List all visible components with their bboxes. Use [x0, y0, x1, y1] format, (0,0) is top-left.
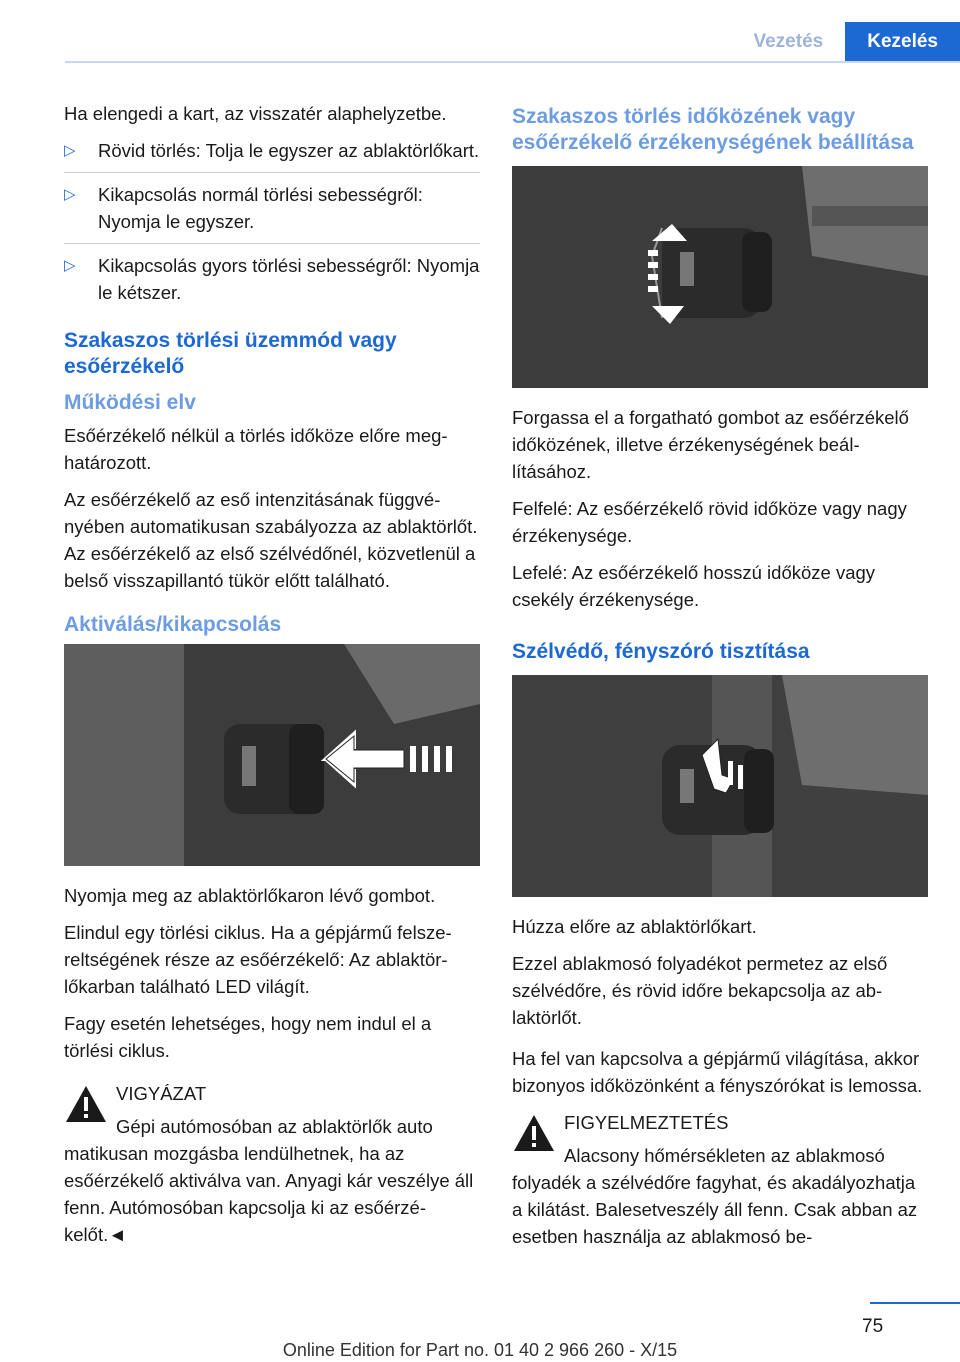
paragraph: Forgassa el a forgatható gombot az esőérzékelő időközének, illetve érzékenységének beállításához. — [512, 407, 909, 482]
list-item — [64, 181, 480, 244]
triangle-bullet-icon: ▷ — [64, 186, 76, 203]
footer-rule — [870, 1302, 960, 1304]
warning-title: VIGYÁZAT — [116, 1083, 207, 1104]
wiper-button-photo — [64, 644, 480, 866]
paragraph: Fagy esetén lehetséges, hogy nem indul el a törlési ciklus. — [64, 1013, 432, 1061]
paragraph: Húzza előre az ablaktörlőkart. — [512, 916, 757, 937]
paragraph: Nyomja meg az ablaktörlőkaron lévő gombot. — [64, 885, 436, 906]
section-heading-sensitivity: Szakaszos törlés időközének vagy esőérzékelő érzékenységének beállítása — [512, 105, 914, 154]
list-item-text: Kikapcsolás normál törlési sebességről: Nyomja le egyszer. — [98, 184, 423, 232]
footer-edition: Online Edition for Part no. 01 40 2 966 260 - X/15 — [282, 1340, 678, 1360]
warning-icon — [64, 1084, 108, 1124]
section-heading-interval: Szakaszos törlési üzemmód vagy esőérzékelő — [64, 329, 397, 378]
paragraph: Esőérzékelő nélkül a törlés időköze előre meghatározott. — [64, 425, 448, 473]
chapter-tabs — [731, 22, 960, 62]
warning-box — [512, 1109, 928, 1250]
header-rule — [65, 61, 960, 63]
triangle-bullet-icon: ▷ — [64, 257, 76, 274]
subheading-activation: Aktiválás/kikapcsolás — [64, 613, 282, 636]
right-column — [512, 100, 928, 1260]
rotary-knob-photo — [512, 166, 928, 388]
warning-box — [64, 1080, 480, 1248]
tab-vezetes[interactable]: Vezetés — [731, 22, 845, 62]
warning-text-first-line: Gépi autómosóban az ablaktörlők auto — [116, 1116, 433, 1137]
washer-lever-photo — [512, 675, 928, 897]
paragraph: Lefelé: Az esőérzékelő hosszú időköze vagy csekély érzékenysége. — [512, 562, 876, 610]
warning-title: FIGYELMEZTETÉS — [564, 1112, 729, 1133]
subheading-principle: Működési elv — [64, 391, 196, 414]
list-item-text: Kikapcsolás gyors törlési sebességről: Nyomja le kétszer. — [98, 255, 480, 303]
section-heading-washer: Szélvédő, fényszóró tisztítása — [512, 640, 810, 663]
tab-kezeles[interactable]: Kezelés — [845, 22, 960, 62]
paragraph: Ezzel ablakmosó folyadékot permetez az első szélvédőre, és rövid időre bekapcsolja az ablaktörlőt. — [512, 953, 888, 1028]
paragraph: Ha fel van kapcsolva a gépjármű világítása, akkor bizonyos időközönként a fényszórókat is lemossa. — [512, 1048, 923, 1096]
left-column — [64, 100, 480, 1258]
warning-icon — [512, 1113, 556, 1153]
warning-text: matikusan mozgásba lendülhetnek, ha az esőérzékelő aktiválva van. Anyagi kár veszélye áll fenn. Autómosóban kapcsolja ki az esőérzékelőt.◄ — [64, 1143, 474, 1245]
triangle-bullet-icon: ▷ — [64, 142, 76, 159]
paragraph: Az esőérzékelő az eső intenzitásának függvényében automatikusan szabályozza az ablaktörlőt. Az esőérzékelő az első szélvédőnél, közvetlenül a belső visszapillantó tükör előtt található. — [64, 489, 478, 591]
intro-text: Ha elengedi a kart, az visszatér alaphelyzetbe. — [64, 103, 447, 124]
paragraph: Elindul egy törlési ciklus. Ha a gépjármű felszereltségének része az esőérzékelő: Az ablaktörlőkarban található LED világít. — [64, 922, 452, 997]
list-item — [64, 137, 480, 173]
page-number: 75 — [862, 1316, 884, 1337]
list-item-text: Rövid törlés: Tolja le egyszer az ablaktörlőkart. — [98, 140, 480, 161]
warning-text: folyadék a szélvédőre fagyhat, és akadályozhatja a kilátást. Balesetveszély áll fenn. Csak abban az esetben használja az ablakmosó be- — [512, 1172, 918, 1247]
paragraph: Felfelé: Az esőérzékelő rövid időköze vagy nagy érzékenysége. — [512, 498, 907, 546]
list-item — [64, 252, 480, 314]
warning-text-first-line: Alacsony hőmérsékleten az ablakmosó — [564, 1145, 885, 1166]
